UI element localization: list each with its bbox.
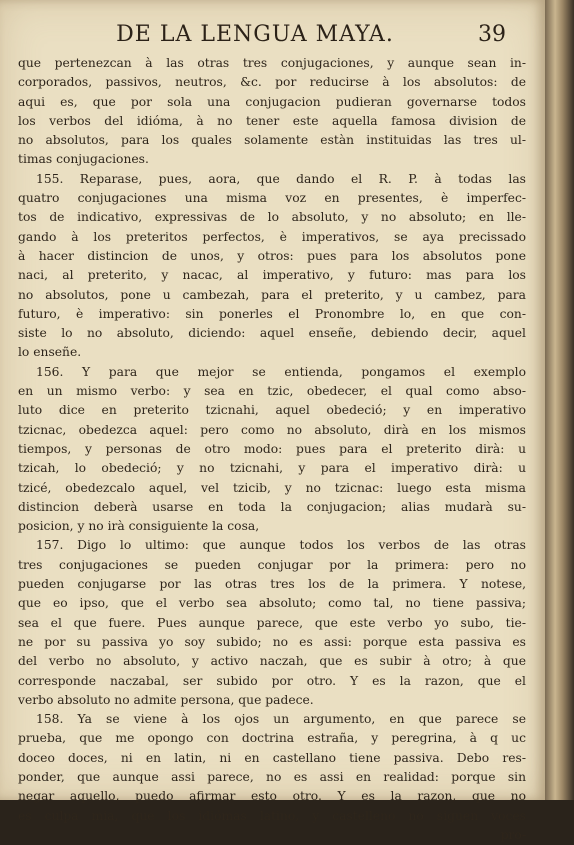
text-line: tzicnac, obedezca aquel: pero como no absoluto, dirà en los mismos [18, 422, 526, 437]
text-line: que eo ipso, que el verbo sea absoluto; como tal, no tiene passiva; [18, 596, 526, 611]
text-line: posicion, y no irà consiguiente la cosa, [18, 519, 260, 534]
text-line: distincion deberà usarse en toda la conjugacion; alias mudarà su- [18, 499, 526, 514]
page-number: 39 [478, 22, 506, 47]
text-line: gando à los preteritos perfectos, è imperativos, se aya precissado [18, 229, 526, 244]
text-line: aqui es, que por sola una conjugacion pudieran governarse todos [18, 94, 526, 109]
text-line: no absolutos, para los quales solamente estàn instituidas las tres ul- [18, 133, 526, 148]
text-line: negar aquello, puedo afirmar esto otro. Y es la razon, que no [18, 789, 526, 804]
text-line: tres conjugaciones se pueden conjugar por la primera: pero no [18, 557, 526, 572]
body-text [18, 54, 526, 845]
text-line: naci, al preterito, y nacac, al imperativo, y futuro: mas para los [18, 268, 526, 283]
text-line: siste lo no absoluto, diciendo: aquel enseñe, debiendo decir, aquel [18, 326, 526, 341]
text-line: quatro conjugaciones una misma voz en presentes, è imperfec- [18, 191, 526, 206]
text-line: 155. Reparase, pues, aora, que dando el R. P. à todas las [36, 171, 526, 186]
text-line: tzicah, lo obedeció; y no tzicnahi, y para el imperativo dirà: u [18, 461, 526, 476]
text-line: sea el que fuere. Pues aunque parece, que este verbo yo subo, tie- [18, 615, 526, 630]
text-line: timas conjugaciones. [18, 152, 149, 167]
running-header [0, 22, 545, 52]
book-edge [545, 0, 574, 800]
text-line: que pertenezcan à las otras tres conjugaciones, y aunque sean in- [18, 56, 526, 70]
text-line: tiempos, y personas de otro modo: pues para el preterito dirà: u [18, 441, 526, 456]
text-line: es culpa mia, que los idiómas latino, y castelleno no siguen voces [18, 808, 526, 823]
text-line: corporados, passivos, neutros, &c. por reducirse à los absolutos: de [18, 75, 526, 90]
header-title: DE LA LENGUA MAYA. [116, 22, 394, 47]
text-line: prueba, que me opongo con doctrina estraña, y peregrina, à q uc [18, 731, 526, 746]
text-line: no absolutos, pone u cambezah, para el preterito, y u cambez, para [18, 287, 526, 302]
text-line: ne por su passiva yo soy subido; no es assi: porque esta passiva es [18, 634, 526, 649]
text-line: en un mismo verbo: y sea en tzic, obedecer, el qual como abso- [18, 384, 526, 399]
text-line: tzicé, obedezcalo aquel, vel tzicib, y no tzicnac: luego esta misma [18, 480, 526, 495]
text-line: corresponde naczabal, ser subido por otro. Y es la razon, que el [18, 673, 526, 688]
text-line: del verbo no absoluto, y activo naczah, que es subir à otro; à que [18, 654, 526, 669]
text-line: doceo doces, ni en latin, ni en castellano tiene passiva. Debo res- [18, 750, 526, 765]
text-line: verbo absoluto no admite persona, que padece. [18, 692, 314, 707]
text-line: tos de indicativo, expressivas de lo absoluto, y no absoluto; en lle- [18, 210, 526, 225]
text-line: ponder, que aunque assi parece, no es assi en realidad: porque sin [18, 769, 526, 784]
text-line: futuro, è imperativo: sin ponerles el Pronombre lo, en que con- [18, 306, 526, 321]
text-line: luto dice en preterito tzicnahi, aquel obedeció; y en imperativo [18, 403, 526, 418]
text-line: los verbos del idióma, à no tener este aquella famosa division de [18, 113, 526, 128]
text-line: 157. Digo lo ultimo: que aunque todos los verbos de las otras [36, 538, 526, 553]
text-line: à hacer distincion de unos, y otros: pues para los absolutos pone [18, 248, 526, 263]
text-line: pueden conjugarse por las otras tres los de la primera. Y notese, [18, 577, 526, 592]
text-line: lo enseñe. [18, 345, 82, 360]
text-line: 158. Ya se viene à los ojos un argumento, en que parece se [36, 712, 526, 727]
text-line: 156. Y para que mejor se entienda, pongamos el exemplo [36, 364, 526, 379]
text-line: pro- [500, 827, 526, 842]
